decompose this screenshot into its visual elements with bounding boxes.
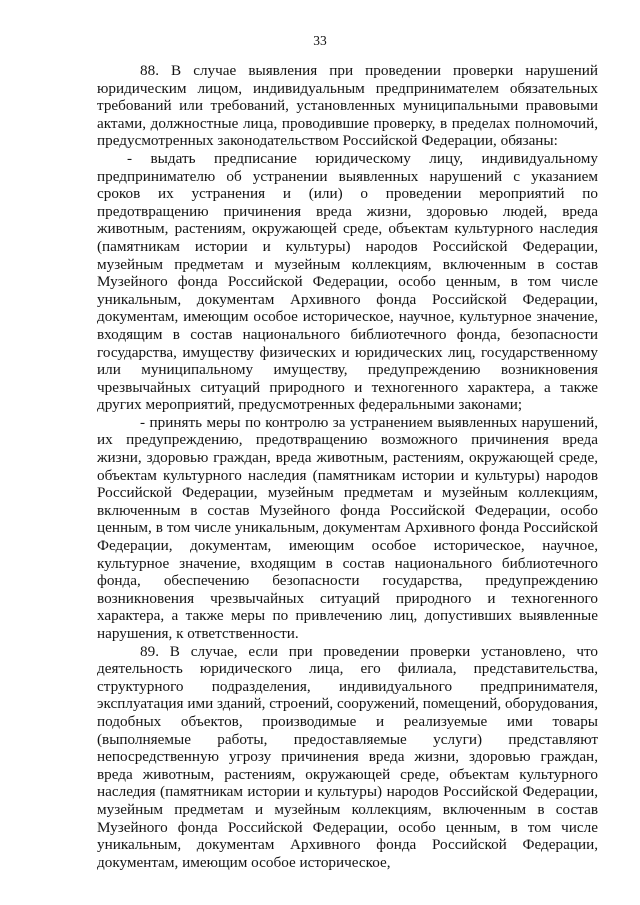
document-body	[97, 62, 598, 871]
paragraph-89: 89. В случае, если при проведении проверки установлено, что деятельность юридического лица, его филиала, представительства, структурного подразделения, индивидуального предпринимателя, эксплуатация ими зданий, строений, сооружений, помещений, оборудования, подобных объектов, производимые и реализуемые ими товары (выполняемые работы, предоставляемые услуги) представляют непосредственную угрозу причинения вреда жизни, здоровью граждан, вреда животным, растениям, окружающей среде, объектам культурного наследия (памятникам истории и культуры) народов Российской Федерации, музейным предметам и музейным коллекциям, включенным в состав Музейного фонда Российской Федерации, особо ценным, в том числе уникальным, документам Архивного фонда Российской Федерации, документам, имеющим особое историческое,	[97, 642, 598, 871]
paragraph-88: 88. В случае выявления при проведении проверки нарушений юридическим лицом, индивидуальным предпринимателем обязательных требований или требований, установленных муниципальными правовыми актами, должностные лица, проводившие проверку, в пределах полномочий, предусмотренных законодательством Российской Федерации, обязаны:	[97, 62, 598, 150]
page-number: 33	[313, 33, 327, 48]
paragraph-88-item-take-measures: - принять меры по контролю за устранением выявленных нарушений, их предупреждению, предотвращению возможного причинения вреда жизни, здоровью граждан, вреда животным, растениям, окружающей среде, объектам культурного наследия (памятникам истории и культуры) народов Российской Федерации, музейным предметам и музейным коллекциям, включенным в состав Музейного фонда Российской Федерации, особо ценным, в том числе уникальным, документам Архивного фонда Российской Федерации, документам, имеющим особое историческое, научное, культурное значение, входящим в состав национального библиотечного фонда, обеспечению безопасности государства, предупреждению возникновения чрезвычайных ситуаций природного и техногенного характера, а также меры по привлечению лиц, допустивших выявленные нарушения, к ответственности.	[97, 413, 598, 642]
paragraph-88-item-issue-order: - выдать предписание юридическому лицу, индивидуальному предпринимателю об устранении выявленных нарушений с указанием сроков их устранения и (или) о проведении мероприятий по предотвращению причинения вреда жизни, здоровью людей, вреда животным, растениям, окружающей среде, объектам культурного наследия (памятникам истории и культуры) народов Российской Федерации, музейным предметам и музейным коллекциям, включенным в состав Музейного фонда Российской Федерации, особо ценным, в том числе уникальным, документам Архивного фонда Российской Федерации, документам, имеющим особое историческое, научное, культурное значение, входящим в состав национального библиотечного фонда, безопасности государства, имуществу физических и юридических лиц, государственному или муниципальному имуществу, предупреждению возникновения чрезвычайных ситуаций природного и техногенного характера, а также других мероприятий, предусмотренных федеральными законами;	[97, 149, 598, 414]
